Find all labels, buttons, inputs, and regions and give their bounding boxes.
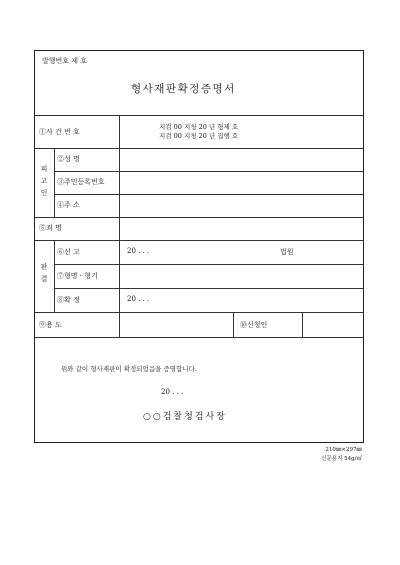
defendant-divider (35, 217, 363, 218)
name-row-divider (54, 171, 363, 172)
sentence-label-divider (119, 240, 120, 312)
sentence-divider (35, 312, 363, 313)
purpose-label-divider (119, 312, 120, 337)
defendant-label-divider (119, 148, 120, 217)
certification-statement: 위와 같이 형사재판이 확정되었음을 증명합니다. (61, 365, 197, 373)
applicant-label: ⑩신청인 (240, 321, 268, 329)
court-label: 법원 (280, 248, 294, 256)
issue-number-label: 발행번호 제 호 (42, 57, 88, 65)
case-row-divider (35, 148, 363, 149)
crime-label: ⑤죄 명 (39, 224, 62, 232)
paper-spec (321, 446, 362, 464)
verdict-row-divider (54, 288, 363, 289)
applicant-label-right-divider (302, 312, 303, 337)
resident-row-divider (54, 194, 363, 195)
defendant-group-divider (54, 148, 55, 217)
pronounced-date: 20 . . . (127, 247, 150, 255)
defendant-group-label: 피고인 (40, 165, 48, 197)
resident-number-label: ③주민등록번호 (57, 178, 105, 186)
crime-row-divider (35, 240, 363, 241)
paper-type: 신문용지 54g/㎡ (321, 456, 362, 462)
sentence-group-label: 판결 (40, 263, 48, 283)
pronounced-label: ⑥선 고 (57, 248, 80, 256)
case-number-label: ①사 건 번 호 (39, 128, 80, 136)
pronounced-row-divider (54, 264, 363, 265)
sentence-group-divider (54, 240, 55, 312)
confirmed-label: ⑧확 정 (57, 296, 80, 304)
case-label-divider (119, 115, 120, 148)
purpose-row-divider (35, 337, 363, 338)
certification-date: 20 . . . (161, 388, 184, 396)
document-title: 형사재판확정증명서 (131, 83, 236, 95)
issuer-signature: ○○검찰청검사장 (143, 412, 227, 422)
case-number-line-1: 지검 00 지청 20 년 형제 호 (159, 123, 239, 131)
header-divider (35, 115, 363, 116)
applicant-label-left-divider (233, 312, 234, 337)
certificate-form (34, 50, 364, 443)
paper-size: 210㎜×297㎜ (325, 447, 362, 453)
crime-label-divider (119, 217, 120, 240)
case-number-line-2: 지검 00 지청 20 년 집행 호 (159, 132, 239, 140)
confirmed-date: 20 . . . (127, 295, 150, 303)
purpose-label: ⑨용 도 (39, 321, 62, 329)
name-label: ②성 명 (57, 155, 80, 163)
verdict-label: ⑦형명 · 형기 (57, 272, 98, 280)
address-label: ④주 소 (57, 201, 80, 209)
